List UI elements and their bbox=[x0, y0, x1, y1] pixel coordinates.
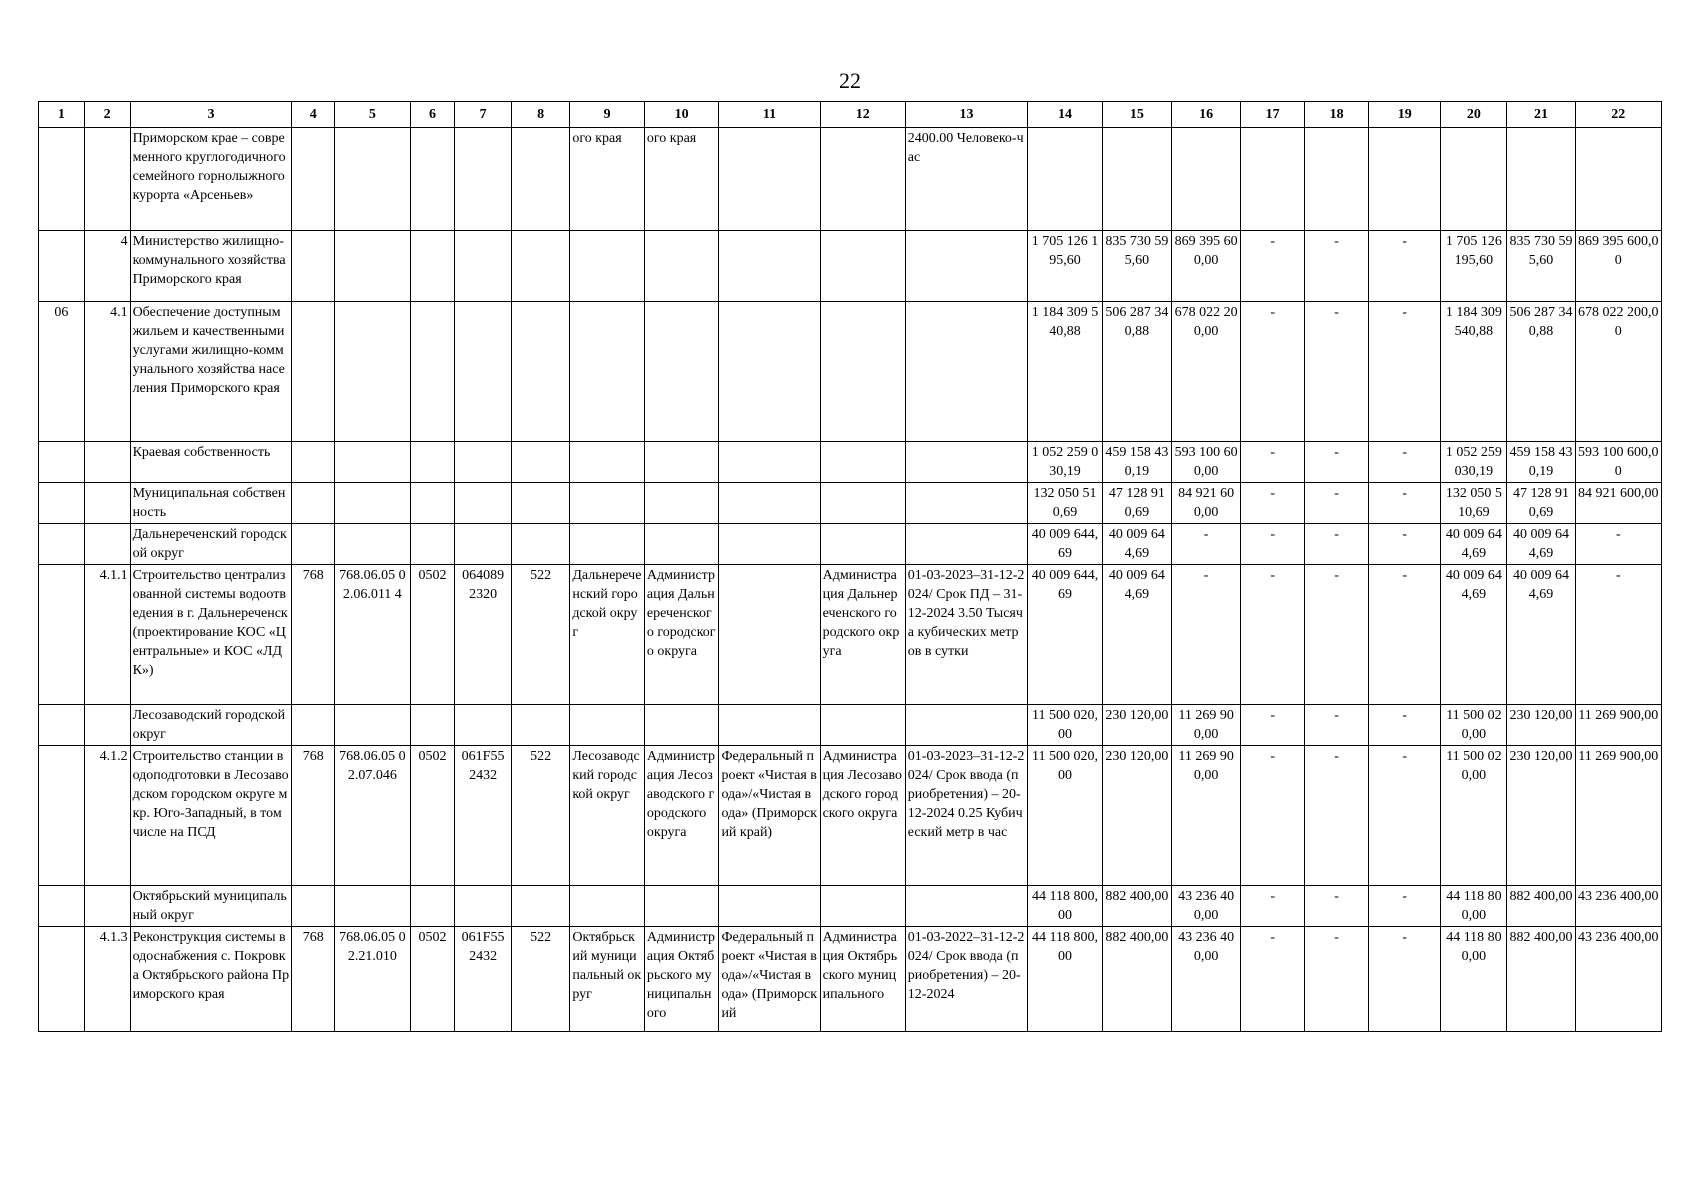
table-cell-col-22 bbox=[1575, 128, 1661, 231]
table-cell-col-1 bbox=[39, 565, 85, 705]
table-cell-col-12 bbox=[820, 302, 905, 442]
table-cell-col-10 bbox=[644, 524, 719, 565]
table-cell-col-19: - bbox=[1369, 705, 1441, 746]
table-cell-col-12 bbox=[820, 705, 905, 746]
column-header-21: 21 bbox=[1507, 102, 1575, 128]
table-cell-col-21: 835 730 595,60 bbox=[1507, 231, 1575, 302]
table-row bbox=[39, 483, 1662, 524]
table-cell-col-9 bbox=[570, 886, 645, 927]
table-cell-col-18: - bbox=[1305, 886, 1369, 927]
table-cell-col-2: 4.1 bbox=[84, 302, 130, 442]
table-cell-col-10 bbox=[644, 442, 719, 483]
table-cell-col-3: Строительство централизованной системы водоотведения в г. Дальнереченск (проектирование КОС «Центральные» и КОС «ЛДК») bbox=[130, 565, 292, 705]
table-cell-col-16: 11 269 900,00 bbox=[1172, 746, 1241, 886]
table-cell-col-20: 132 050 510,69 bbox=[1441, 483, 1507, 524]
table-cell-col-10 bbox=[644, 302, 719, 442]
column-header-19: 19 bbox=[1369, 102, 1441, 128]
table-cell-col-15: 882 400,00 bbox=[1102, 886, 1171, 927]
table-cell-col-8 bbox=[511, 483, 570, 524]
table-cell-col-22: 11 269 900,00 bbox=[1575, 705, 1661, 746]
column-header-10: 10 bbox=[644, 102, 719, 128]
table-cell-col-19: - bbox=[1369, 302, 1441, 442]
table-cell-col-18: - bbox=[1305, 746, 1369, 886]
table-cell-col-7: 061F55 2432 bbox=[455, 927, 511, 1032]
table-cell-col-17: - bbox=[1241, 483, 1305, 524]
table-cell-col-10 bbox=[644, 886, 719, 927]
table-cell-col-14: 40 009 644,69 bbox=[1028, 524, 1103, 565]
table-cell-col-11: Федеральный проект «Чистая вода»/«Чистая вода» (Приморский край) bbox=[719, 746, 820, 886]
table-cell-col-15: 459 158 430,19 bbox=[1102, 442, 1171, 483]
table-row bbox=[39, 231, 1662, 302]
table-cell-col-14: 132 050 510,69 bbox=[1028, 483, 1103, 524]
table-cell-col-13 bbox=[905, 302, 1027, 442]
table-cell-col-3: Октябрьский муниципальный округ bbox=[130, 886, 292, 927]
table-row bbox=[39, 302, 1662, 442]
column-header-6: 6 bbox=[410, 102, 455, 128]
table-cell-col-17: - bbox=[1241, 746, 1305, 886]
table-cell-col-2 bbox=[84, 128, 130, 231]
table-cell-col-4 bbox=[292, 886, 335, 927]
table-cell-col-4: 768 bbox=[292, 565, 335, 705]
table-cell-col-8 bbox=[511, 231, 570, 302]
table-cell-col-7 bbox=[455, 483, 511, 524]
column-header-12: 12 bbox=[820, 102, 905, 128]
table-cell-col-20: 44 118 800,00 bbox=[1441, 886, 1507, 927]
column-header-4: 4 bbox=[292, 102, 335, 128]
table-cell-col-12 bbox=[820, 886, 905, 927]
table-cell-col-5 bbox=[335, 705, 411, 746]
table-cell-col-17: - bbox=[1241, 565, 1305, 705]
table-cell-col-12: Администрация Октябрьского муниципального bbox=[820, 927, 905, 1032]
table-cell-col-15: 835 730 595,60 bbox=[1102, 231, 1171, 302]
table-cell-col-9 bbox=[570, 705, 645, 746]
table-cell-col-4 bbox=[292, 231, 335, 302]
table-cell-col-4 bbox=[292, 302, 335, 442]
table-cell-col-21: 47 128 910,69 bbox=[1507, 483, 1575, 524]
table-cell-col-5: 768.06.05 02.07.046 bbox=[335, 746, 411, 886]
table-cell-col-19: - bbox=[1369, 565, 1441, 705]
table-cell-col-10: ого края bbox=[644, 128, 719, 231]
table-cell-col-11 bbox=[719, 302, 820, 442]
table-cell-col-15: 506 287 340,88 bbox=[1102, 302, 1171, 442]
table-cell-col-21: 459 158 430,19 bbox=[1507, 442, 1575, 483]
table-cell-col-1: 06 bbox=[39, 302, 85, 442]
table-cell-col-1 bbox=[39, 886, 85, 927]
table-cell-col-7 bbox=[455, 442, 511, 483]
column-header-2: 2 bbox=[84, 102, 130, 128]
table-cell-col-11 bbox=[719, 231, 820, 302]
column-header-14: 14 bbox=[1028, 102, 1103, 128]
table-row bbox=[39, 927, 1662, 1032]
table-cell-col-15: 230 120,00 bbox=[1102, 746, 1171, 886]
table-cell-col-14: 40 009 644,69 bbox=[1028, 565, 1103, 705]
table-cell-col-21: 506 287 340,88 bbox=[1507, 302, 1575, 442]
table-cell-col-2 bbox=[84, 886, 130, 927]
table-cell-col-9: Дальнереченский городской округ bbox=[570, 565, 645, 705]
table-cell-col-4: 768 bbox=[292, 746, 335, 886]
table-cell-col-13 bbox=[905, 886, 1027, 927]
table-cell-col-7: 061F55 2432 bbox=[455, 746, 511, 886]
table-cell-col-21: 230 120,00 bbox=[1507, 746, 1575, 886]
table-cell-col-13: 2400.00 Человеко-час bbox=[905, 128, 1027, 231]
table-cell-col-6 bbox=[410, 524, 455, 565]
table-cell-col-17: - bbox=[1241, 927, 1305, 1032]
table-cell-col-8 bbox=[511, 302, 570, 442]
table-cell-col-20: 44 118 800,00 bbox=[1441, 927, 1507, 1032]
table-cell-col-13 bbox=[905, 231, 1027, 302]
table-cell-col-1 bbox=[39, 705, 85, 746]
table-cell-col-5 bbox=[335, 886, 411, 927]
table-cell-col-14: 1 052 259 030,19 bbox=[1028, 442, 1103, 483]
table-cell-col-16 bbox=[1172, 128, 1241, 231]
column-header-15: 15 bbox=[1102, 102, 1171, 128]
table-cell-col-21 bbox=[1507, 128, 1575, 231]
table-cell-col-19 bbox=[1369, 128, 1441, 231]
table-cell-col-1 bbox=[39, 746, 85, 886]
table-cell-col-15 bbox=[1102, 128, 1171, 231]
table-cell-col-7 bbox=[455, 128, 511, 231]
table-cell-col-19: - bbox=[1369, 524, 1441, 565]
table-cell-col-22: 678 022 200,00 bbox=[1575, 302, 1661, 442]
table-cell-col-19: - bbox=[1369, 886, 1441, 927]
table-cell-col-13 bbox=[905, 483, 1027, 524]
table-cell-col-4 bbox=[292, 128, 335, 231]
column-header-8: 8 bbox=[511, 102, 570, 128]
table-cell-col-15: 47 128 910,69 bbox=[1102, 483, 1171, 524]
table-cell-col-21: 40 009 644,69 bbox=[1507, 565, 1575, 705]
table-cell-col-12 bbox=[820, 442, 905, 483]
column-header-7: 7 bbox=[455, 102, 511, 128]
table-cell-col-19: - bbox=[1369, 231, 1441, 302]
table-cell-col-12: Администрация Дальнереченского городского округа bbox=[820, 565, 905, 705]
table-cell-col-3: Лесозаводский городской округ bbox=[130, 705, 292, 746]
table-cell-col-21: 40 009 644,69 bbox=[1507, 524, 1575, 565]
table-body bbox=[39, 128, 1662, 1032]
table-cell-col-20: 11 500 020,00 bbox=[1441, 746, 1507, 886]
table-cell-col-1 bbox=[39, 442, 85, 483]
column-header-18: 18 bbox=[1305, 102, 1369, 128]
table-cell-col-4 bbox=[292, 483, 335, 524]
column-header-5: 5 bbox=[335, 102, 411, 128]
table-cell-col-21: 882 400,00 bbox=[1507, 927, 1575, 1032]
table-cell-col-15: 882 400,00 bbox=[1102, 927, 1171, 1032]
table-row bbox=[39, 565, 1662, 705]
table-cell-col-2 bbox=[84, 705, 130, 746]
table-cell-col-11 bbox=[719, 705, 820, 746]
table-cell-col-4 bbox=[292, 524, 335, 565]
table-cell-col-8 bbox=[511, 442, 570, 483]
table-cell-col-10: Администрация Октябрьского муниципального bbox=[644, 927, 719, 1032]
table-cell-col-16: 869 395 600,00 bbox=[1172, 231, 1241, 302]
table-cell-col-2: 4.1.1 bbox=[84, 565, 130, 705]
table-cell-col-3: Министерство жилищно-коммунального хозяйства Приморского края bbox=[130, 231, 292, 302]
table-cell-col-7 bbox=[455, 886, 511, 927]
table-cell-col-5 bbox=[335, 231, 411, 302]
table-cell-col-18: - bbox=[1305, 927, 1369, 1032]
table-cell-col-2 bbox=[84, 483, 130, 524]
table-cell-col-17 bbox=[1241, 128, 1305, 231]
table-cell-col-14: 11 500 020,00 bbox=[1028, 746, 1103, 886]
table-cell-col-11 bbox=[719, 565, 820, 705]
table-cell-col-16: - bbox=[1172, 524, 1241, 565]
table-cell-col-21: 230 120,00 bbox=[1507, 705, 1575, 746]
table-cell-col-1 bbox=[39, 483, 85, 524]
table-cell-col-19: - bbox=[1369, 483, 1441, 524]
table-cell-col-13: 01-03-2023–31-12-2024/ Срок ввода (приобретения) – 20-12-2024 0.25 Кубический метр в час bbox=[905, 746, 1027, 886]
table-cell-col-10 bbox=[644, 483, 719, 524]
table-cell-col-6 bbox=[410, 128, 455, 231]
table-cell-col-5 bbox=[335, 442, 411, 483]
table-cell-col-9 bbox=[570, 524, 645, 565]
table-cell-col-5 bbox=[335, 524, 411, 565]
table-cell-col-5 bbox=[335, 483, 411, 524]
table-cell-col-20: 40 009 644,69 bbox=[1441, 524, 1507, 565]
column-header-1: 1 bbox=[39, 102, 85, 128]
table-cell-col-17: - bbox=[1241, 524, 1305, 565]
column-header-22: 22 bbox=[1575, 102, 1661, 128]
table-cell-col-10 bbox=[644, 705, 719, 746]
table-cell-col-3: Обеспечение доступным жильем и качественными услугами жилищно-коммунального хозяйства населения Приморского края bbox=[130, 302, 292, 442]
table-cell-col-6 bbox=[410, 231, 455, 302]
table-row bbox=[39, 746, 1662, 886]
table-cell-col-12 bbox=[820, 524, 905, 565]
table-cell-col-8: 522 bbox=[511, 565, 570, 705]
table-cell-col-3: Строительство станции водоподготовки в Лесозаводском городском округе мкр. Юго-Западный, в том числе на ПСД bbox=[130, 746, 292, 886]
table-cell-col-11: Федеральный проект «Чистая вода»/«Чистая вода» (Приморский bbox=[719, 927, 820, 1032]
table-cell-col-13: 01-03-2023–31-12-2024/ Срок ПД – 31-12-2024 3.50 Тысяча кубических метров в сутки bbox=[905, 565, 1027, 705]
table-cell-col-14: 1 705 126 195,60 bbox=[1028, 231, 1103, 302]
table-cell-col-15: 230 120,00 bbox=[1102, 705, 1171, 746]
table-cell-col-11 bbox=[719, 442, 820, 483]
table-cell-col-15: 40 009 644,69 bbox=[1102, 524, 1171, 565]
table-cell-col-15: 40 009 644,69 bbox=[1102, 565, 1171, 705]
table-cell-col-8: 522 bbox=[511, 746, 570, 886]
table-cell-col-12 bbox=[820, 231, 905, 302]
table-cell-col-22: 84 921 600,00 bbox=[1575, 483, 1661, 524]
table-cell-col-1 bbox=[39, 231, 85, 302]
budget-table bbox=[38, 101, 1662, 1032]
table-cell-col-9: ого края bbox=[570, 128, 645, 231]
table-cell-col-16: 84 921 600,00 bbox=[1172, 483, 1241, 524]
table-cell-col-9: Лесозаводский городской округ bbox=[570, 746, 645, 886]
table-cell-col-5 bbox=[335, 302, 411, 442]
table-cell-col-17: - bbox=[1241, 442, 1305, 483]
column-header-17: 17 bbox=[1241, 102, 1305, 128]
table-cell-col-14: 44 118 800,00 bbox=[1028, 927, 1103, 1032]
page-number: 22 bbox=[839, 68, 861, 93]
table-cell-col-12 bbox=[820, 128, 905, 231]
table-row bbox=[39, 705, 1662, 746]
table-cell-col-18: - bbox=[1305, 442, 1369, 483]
table-cell-col-14 bbox=[1028, 128, 1103, 231]
column-header-11: 11 bbox=[719, 102, 820, 128]
table-cell-col-9 bbox=[570, 483, 645, 524]
table-cell-col-16: 678 022 200,00 bbox=[1172, 302, 1241, 442]
table-cell-col-8 bbox=[511, 886, 570, 927]
table-cell-col-9 bbox=[570, 442, 645, 483]
table-cell-col-8 bbox=[511, 524, 570, 565]
table-cell-col-5: 768.06.05 02.21.010 bbox=[335, 927, 411, 1032]
column-header-13: 13 bbox=[905, 102, 1027, 128]
column-header-3: 3 bbox=[130, 102, 292, 128]
table-cell-col-12: Администрация Лесозаводского городского округа bbox=[820, 746, 905, 886]
table-cell-col-6: 0502 bbox=[410, 927, 455, 1032]
table-cell-col-21: 882 400,00 bbox=[1507, 886, 1575, 927]
table-row bbox=[39, 886, 1662, 927]
table-cell-col-16: 43 236 400,00 bbox=[1172, 886, 1241, 927]
table-cell-col-11 bbox=[719, 483, 820, 524]
table-cell-col-18: - bbox=[1305, 565, 1369, 705]
table-cell-col-22: 43 236 400,00 bbox=[1575, 886, 1661, 927]
table-cell-col-18: - bbox=[1305, 231, 1369, 302]
table-cell-col-6 bbox=[410, 442, 455, 483]
table-cell-col-6 bbox=[410, 483, 455, 524]
header-row bbox=[39, 102, 1662, 128]
table-cell-col-1 bbox=[39, 927, 85, 1032]
table-cell-col-22: - bbox=[1575, 565, 1661, 705]
table-cell-col-3: Дальнереченский городской округ bbox=[130, 524, 292, 565]
column-header-20: 20 bbox=[1441, 102, 1507, 128]
table-cell-col-16: 43 236 400,00 bbox=[1172, 927, 1241, 1032]
table-cell-col-14: 44 118 800,00 bbox=[1028, 886, 1103, 927]
column-header-9: 9 bbox=[570, 102, 645, 128]
table-cell-col-6 bbox=[410, 886, 455, 927]
table-cell-col-11 bbox=[719, 524, 820, 565]
table-cell-col-10 bbox=[644, 231, 719, 302]
table-cell-col-1 bbox=[39, 524, 85, 565]
table-cell-col-6: 0502 bbox=[410, 565, 455, 705]
table-cell-col-11 bbox=[719, 886, 820, 927]
table-cell-col-18: - bbox=[1305, 705, 1369, 746]
table-cell-col-13 bbox=[905, 524, 1027, 565]
table-cell-col-8 bbox=[511, 128, 570, 231]
table-cell-col-4 bbox=[292, 705, 335, 746]
table-cell-col-4 bbox=[292, 442, 335, 483]
table-cell-col-3: Приморском крае – современного круглогодичного семейного горнолыжного курорта «Арсеньев» bbox=[130, 128, 292, 231]
table-cell-col-2: 4.1.2 bbox=[84, 746, 130, 886]
table-cell-col-20: 40 009 644,69 bbox=[1441, 565, 1507, 705]
table-cell-col-19: - bbox=[1369, 442, 1441, 483]
table-cell-col-7 bbox=[455, 231, 511, 302]
table-cell-col-22: 11 269 900,00 bbox=[1575, 746, 1661, 886]
table-cell-col-11 bbox=[719, 128, 820, 231]
table-cell-col-1 bbox=[39, 128, 85, 231]
table-cell-col-2 bbox=[84, 524, 130, 565]
table-cell-col-20: 1 184 309 540,88 bbox=[1441, 302, 1507, 442]
column-header-16: 16 bbox=[1172, 102, 1241, 128]
table-cell-col-10: Администрация Лесозаводского городского округа bbox=[644, 746, 719, 886]
table-cell-col-9 bbox=[570, 231, 645, 302]
table-cell-col-22: 869 395 600,00 bbox=[1575, 231, 1661, 302]
table-cell-col-22: - bbox=[1575, 524, 1661, 565]
table-cell-col-18: - bbox=[1305, 524, 1369, 565]
table-cell-col-14: 11 500 020,00 bbox=[1028, 705, 1103, 746]
table-row bbox=[39, 128, 1662, 231]
table-cell-col-6 bbox=[410, 302, 455, 442]
table-cell-col-19: - bbox=[1369, 746, 1441, 886]
table-cell-col-7 bbox=[455, 705, 511, 746]
table-cell-col-5: 768.06.05 02.06.011 4 bbox=[335, 565, 411, 705]
table-cell-col-10: Администрация Дальнереченского городского округа bbox=[644, 565, 719, 705]
table-cell-col-20 bbox=[1441, 128, 1507, 231]
table-cell-col-6: 0502 bbox=[410, 746, 455, 886]
table-cell-col-3: Реконструкция системы водоснабжения с. Покровка Октябрьского района Приморского края bbox=[130, 927, 292, 1032]
table-cell-col-8: 522 bbox=[511, 927, 570, 1032]
table-cell-col-18 bbox=[1305, 128, 1369, 231]
table-cell-col-16: 11 269 900,00 bbox=[1172, 705, 1241, 746]
table-cell-col-3: Муниципальная собственность bbox=[130, 483, 292, 524]
table-cell-col-20: 11 500 020,00 bbox=[1441, 705, 1507, 746]
table-cell-col-7 bbox=[455, 524, 511, 565]
table-row bbox=[39, 524, 1662, 565]
table-cell-col-7: 064089 2320 bbox=[455, 565, 511, 705]
table-cell-col-16: - bbox=[1172, 565, 1241, 705]
table-cell-col-19: - bbox=[1369, 927, 1441, 1032]
table-cell-col-6 bbox=[410, 705, 455, 746]
table-cell-col-13 bbox=[905, 705, 1027, 746]
table-cell-col-13: 01-03-2022–31-12-2024/ Срок ввода (приобретения) – 20-12-2024 bbox=[905, 927, 1027, 1032]
table-cell-col-22: 593 100 600,00 bbox=[1575, 442, 1661, 483]
table-cell-col-17: - bbox=[1241, 231, 1305, 302]
table-cell-col-22: 43 236 400,00 bbox=[1575, 927, 1661, 1032]
table-cell-col-9 bbox=[570, 302, 645, 442]
table-cell-col-8 bbox=[511, 705, 570, 746]
table-cell-col-2 bbox=[84, 442, 130, 483]
table-cell-col-17: - bbox=[1241, 705, 1305, 746]
table-cell-col-2: 4 bbox=[84, 231, 130, 302]
table-cell-col-4: 768 bbox=[292, 927, 335, 1032]
table-cell-col-5 bbox=[335, 128, 411, 231]
table-cell-col-17: - bbox=[1241, 886, 1305, 927]
table-cell-col-18: - bbox=[1305, 302, 1369, 442]
table-cell-col-17: - bbox=[1241, 302, 1305, 442]
table-cell-col-3: Краевая собственность bbox=[130, 442, 292, 483]
table-cell-col-7 bbox=[455, 302, 511, 442]
table-cell-col-20: 1 705 126 195,60 bbox=[1441, 231, 1507, 302]
table-cell-col-13 bbox=[905, 442, 1027, 483]
table-cell-col-14: 1 184 309 540,88 bbox=[1028, 302, 1103, 442]
table-cell-col-9: Октябрьский муниципальный округ bbox=[570, 927, 645, 1032]
table-cell-col-12 bbox=[820, 483, 905, 524]
table-cell-col-16: 593 100 600,00 bbox=[1172, 442, 1241, 483]
table-cell-col-2: 4.1.3 bbox=[84, 927, 130, 1032]
table-row bbox=[39, 442, 1662, 483]
table-cell-col-18: - bbox=[1305, 483, 1369, 524]
table-cell-col-20: 1 052 259 030,19 bbox=[1441, 442, 1507, 483]
